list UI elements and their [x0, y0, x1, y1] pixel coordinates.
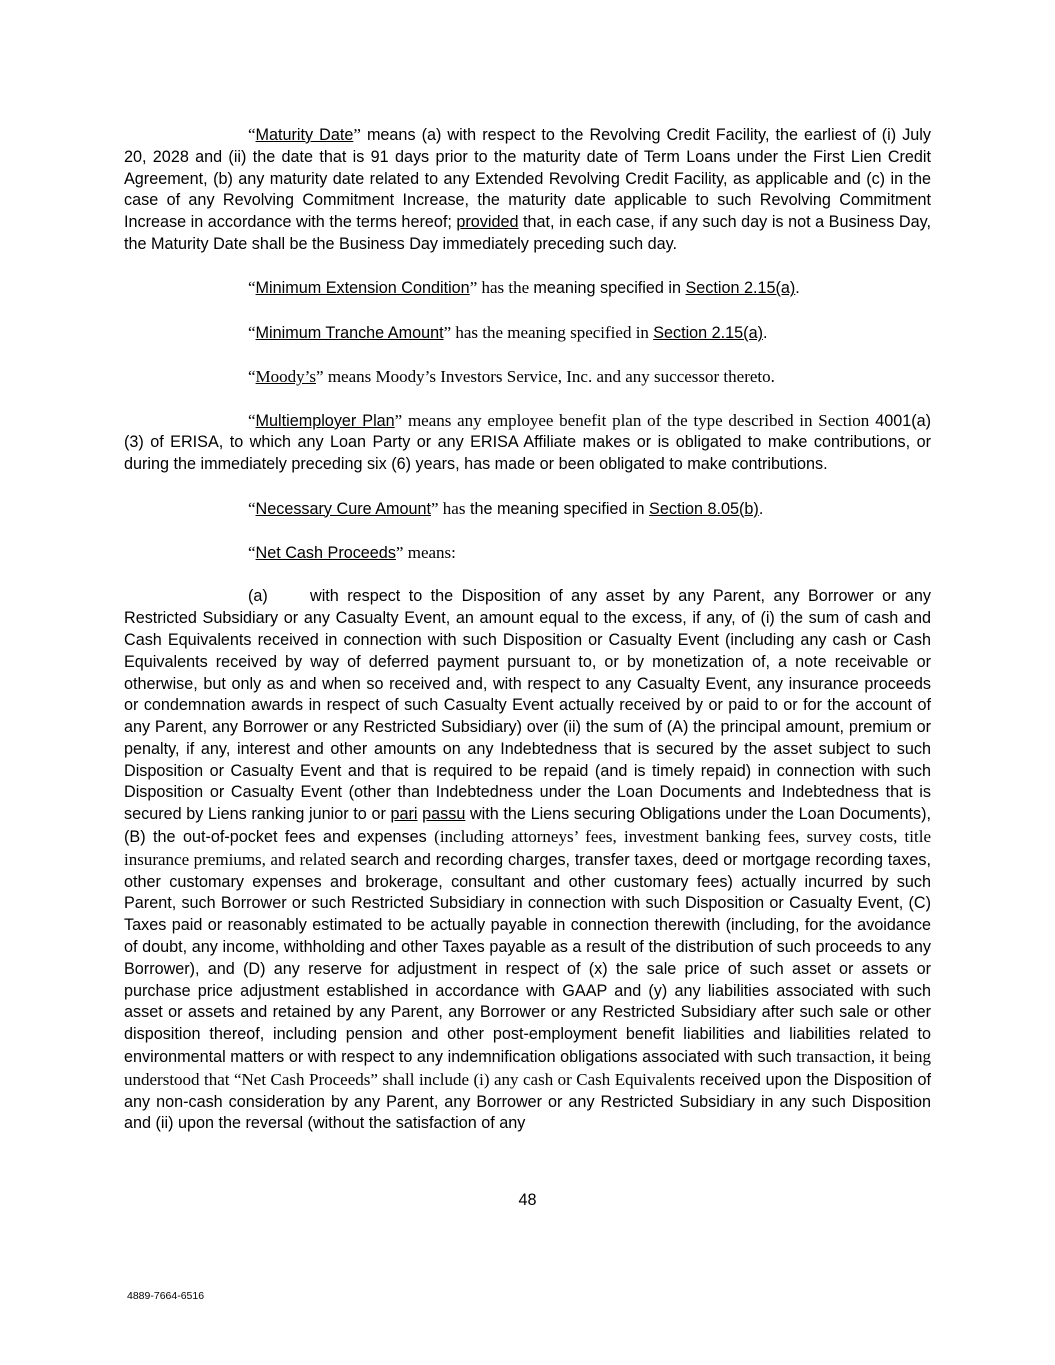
provided-term: provided	[456, 213, 519, 232]
close-quote: ”	[395, 542, 404, 562]
definition-net-cash-proceeds	[124, 542, 931, 565]
section-reference: Section 2.15(a)	[653, 323, 763, 342]
definition-minimum-tranche-amount	[124, 322, 931, 345]
latin-term-passu: passu	[422, 805, 466, 824]
latin-term-pari: pari	[390, 805, 418, 824]
definition-necessary-cure-amount	[124, 498, 931, 521]
open-quote: “	[248, 322, 256, 342]
open-quote: “	[248, 542, 256, 562]
clause-label: (a)	[248, 587, 268, 606]
document-page	[124, 124, 931, 1157]
close-quote: ”	[394, 410, 403, 430]
definition-maturity-date	[124, 124, 931, 256]
clause-text: with respect to the Disposition of any asset by any Parent, any Borrower or any Restricted Subsidiary or any Casualty Event, an amount equal to the excess, if any, of (i) the sum of cash and Cash Equivalents received in connection with such Disposition or Casualty Event (including any cash or Cash Equivalents received by way of deferred payment pursuant to, or by monetization of, a note receivable or otherwise, but only as and when so received and, with respect to any Casualty Event, any insurance proceeds or condemnation awards in respect of such Casualty Event actually received by or paid to or for the account of any Parent, any Borrower or any Restricted Subsidiary) over (ii) the sum of (A) the principal amount, premium or penalty, if any, interest and other amounts on any Indebtedness that is secured by the asset subject to such Disposition or Casualty Event and that is required to be repaid (and is timely repaid) in connection with such Disposition or Casualty Event (other than Indebtedness under the Loan Documents and Indebtedness that is secured by Liens ranking junior to or	[124, 587, 931, 824]
open-quote: “	[248, 278, 256, 298]
definition-text: meaning specified in	[533, 279, 686, 298]
open-quote: “	[248, 125, 256, 144]
clause-text: search and recording charges, transfer taxes, deed or mortgage recording taxes, other customary expenses and brokerage, consultant and other customary fees) actually incurred by such Parent, such Borrower or such Restricted Subsidiary in connection with such Disposition or Casualty Event, (C) Taxes paid or reasonably estimated to be actually payable in connection therewith (including, for the avoidance of doubt, any income, withholding and other Taxes payable as a result of the distribution of such proceeds to any Borrower), and (D) any reserve for adjustment in respect of (x) the sale price of such asset or assets or purchase price adjustment established in accordance with GAAP and (y) any liabilities associated with such asset or assets and retained by any Parent, any Borrower or any Restricted Subsidiary after such sale or other disposition thereof, including pension and other post-employment benefit liabilities and liabilities related to environmental matters or with respect to any indemnification obligations associated with such	[124, 850, 931, 1067]
defined-term: Maturity Date	[255, 126, 354, 144]
definition-text: that, in each case, if any such day is not a Business Day, the Maturity Date shall be the Business Day immediately preceding such day.	[124, 213, 931, 253]
clause-text: (including attorneys’ fees, investment banking fees, survey costs, title insurance premiums, and related	[124, 827, 931, 869]
open-quote: “	[248, 410, 256, 430]
definition-text: has	[438, 498, 466, 518]
section-reference: Section 2.15(a)	[685, 279, 796, 298]
close-quote: ”	[469, 278, 478, 298]
defined-term: Necessary Cure Amount	[255, 499, 431, 518]
defined-term: Minimum Extension Condition	[255, 279, 470, 298]
section-reference: Section 8.05(b)	[649, 499, 759, 518]
period: .	[795, 279, 800, 298]
close-quote: ”	[353, 125, 361, 144]
definition-multiemployer-plan	[124, 410, 931, 476]
defined-term: Net Cash Proceeds	[255, 543, 396, 562]
close-quote: ”	[316, 367, 324, 387]
definition-minimum-extension-condition	[124, 277, 931, 300]
definition-text: means (a) with respect to the Revolving Credit Facility, the earliest of (i) July 20, 2028 and (ii) the date that is 91 days prior to the maturity date of Term Loans under the First Lien Credit Agreement, (b) any maturity date related to any Extended Revolving Credit Facility, as applicable and (c) in the case of any Revolving Commitment Increase, the maturity date applicable to such Revolving Commitment Increase in accordance with the terms hereof;	[124, 126, 931, 232]
definition-text: means:	[403, 542, 456, 562]
clause-a	[124, 586, 931, 1135]
open-quote: “	[248, 498, 256, 518]
period: .	[758, 499, 764, 518]
open-quote: “	[248, 367, 256, 387]
page-number: 48	[518, 1191, 537, 1209]
definition-text: means Moody’s Investors Service, Inc. and any successor thereto.	[323, 367, 775, 387]
definition-text: means any employee benefit plan of the type described in Section	[402, 410, 870, 430]
defined-term: Multiemployer Plan	[255, 411, 395, 430]
document-id: 4889-7664-6516	[127, 1290, 205, 1302]
clause-text: with the Liens securing Obligations under the Loan Documents), (B) the out-of-pocket fees and expenses	[124, 805, 931, 847]
definition-text: the meaning specified in	[465, 499, 650, 518]
clause-text: transaction, it being understood that “Net Cash Proceeds” shall include (i) any cash or Cash Equivalents	[124, 1047, 931, 1089]
definition-text: has the meaning specified in	[451, 322, 654, 342]
defined-term: Minimum Tranche Amount	[255, 323, 444, 342]
definition-moodys	[124, 366, 931, 388]
definition-text: has the	[477, 278, 534, 298]
clause-text: received upon the Disposition of any non-cash consideration by any Parent, any Borrower or any Restricted Subsidiary in any such Disposition and (ii) upon the reversal (without the satisfaction of any	[124, 1070, 931, 1133]
period: .	[762, 323, 768, 342]
definition-text: 4001(a)(3) of ERISA, to which any Loan Party or any ERISA Affiliate makes or is obligated to make contributions, or during the immediately preceding six (6) years, has made or been obligated to make contributions.	[124, 411, 931, 474]
defined-term: Moody’s	[255, 367, 317, 387]
close-quote: ”	[431, 498, 439, 518]
close-quote: ”	[443, 322, 452, 342]
